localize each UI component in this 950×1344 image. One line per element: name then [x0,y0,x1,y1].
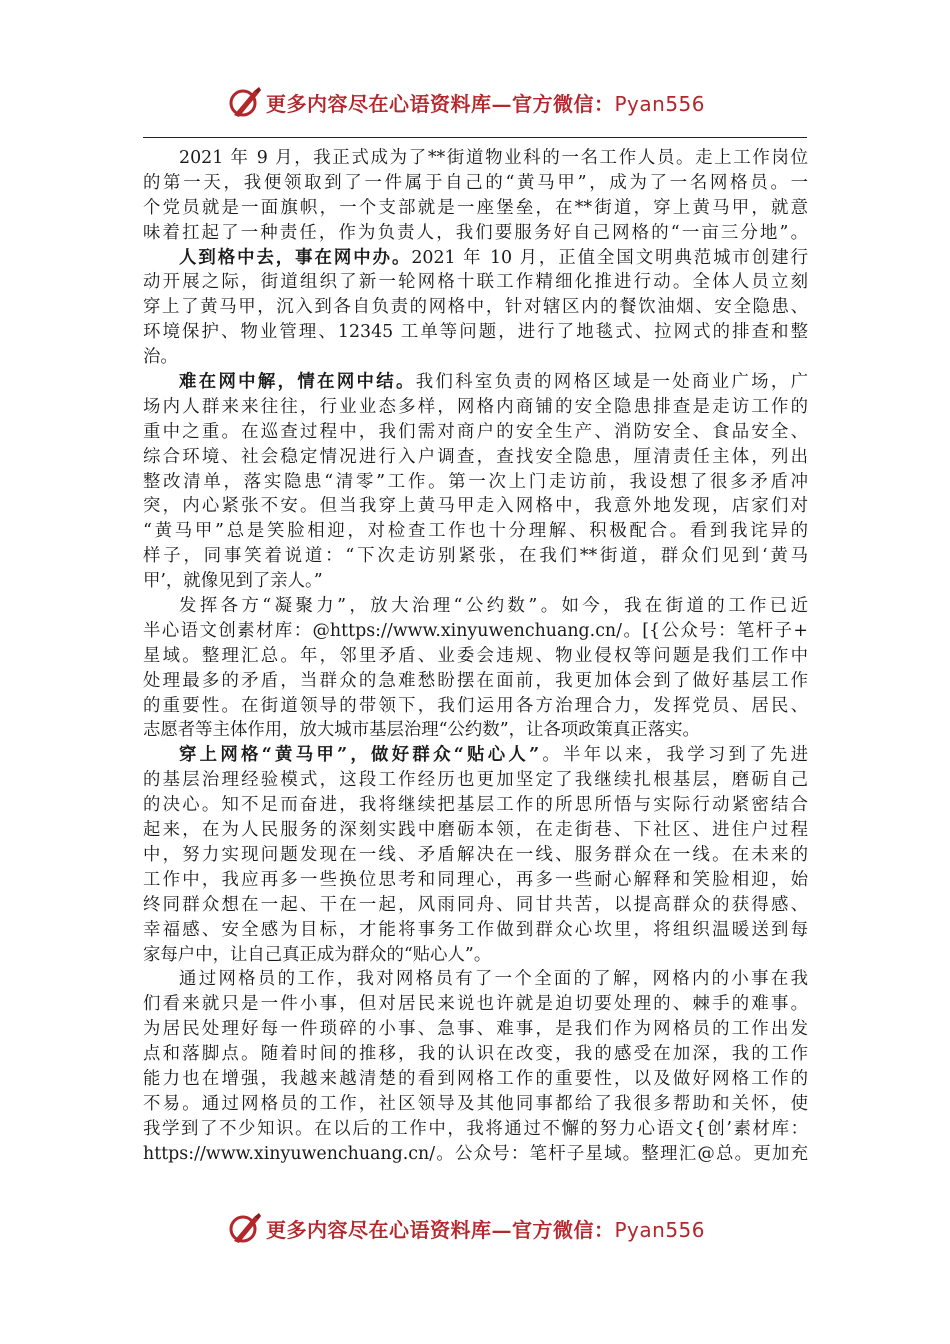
header-divider [143,137,807,138]
text-line: 我学到了不少知识。在以后的工作中，我将通过不懈的努力心语文{创’素材库： [143,1118,808,1139]
text-line: 场内人群来来往往，行业业态多样，网格内商铺的安全隐患排查是走访工作的 [143,396,808,417]
text-line: 环境保护、物业管理、12345 工单等问题，进行了地毯式、拉网式的排查和整 [143,322,808,343]
text-line: 中，努力实现问题发现在一线、矛盾解决在一线、服务群众在一线。在未来的 [143,844,808,865]
text-line: 星域。整理汇总。年，邻里矛盾、业委会违规、物业侵权等问题是我们工作中 [143,645,808,666]
text-line: 幸福感、安全感为目标，才能将事务工作做到群众心坎里，将组织温暖送到每 [143,919,808,940]
header-banner-text: 更多内容尽在心语资料库—官方微信：Pyan556 [266,91,706,116]
text-line: 起来，在为人民服务的深刻实践中磨砺本领，在走街巷、下社区、进住户过程 [143,820,808,841]
text-line: 工作中，我应再多一些换位思考和同理心，再多一些耐心解释和笑脸相迎，始 [143,869,808,890]
text-line: 动开展之际，街道组织了新一轮网格十联工作精细化推进行动。全体人员立刻 [143,272,808,293]
text-line: 家每户中，让自己真正成为群众的“贴心人”。 [143,944,492,965]
text-line: 处理最多的矛盾，当群众的急难愁盼摆在面前，我更加体会到了做好基层工作 [143,670,808,691]
section-heading: 穿上网格“黄马甲”，做好群众“贴心人” [179,745,540,766]
pen-logo-icon [228,85,262,119]
text-line: 人到格中去，事在网中办。2021 年 10 月，正值全国文明典范城市创建行 [179,247,808,268]
text-line: 样子，同事笑着说道：“下次走访别紧张，在我们**街道，群众们见到‘黄马 [143,546,808,567]
text-line: 味着扛起了一种责任，作为负责人，我们要服务好自己网格的“一亩三分地”。 [143,222,808,243]
section-heading: 难在网中解，情在网中结。 [179,372,416,393]
text-line: 志愿者等主体作用，放大城市基层治理“公约数”，让各项政策真正落实。 [143,720,700,741]
text-line: 终同群众想在一起、干在一起，风雨同舟、同甘共苦，以提高群众的获得感、 [143,894,808,915]
text-line: 发挥各方“凝聚力”，放大治理“公约数”。如今，我在街道的工作已近 [179,596,808,617]
text-line: 的第一天，我便领取到了一件属于自己的“黄马甲”，成为了一名网格员。一 [143,172,808,193]
text-line: 的重要性。在街道领导的带领下，我们运用各方治理合力，发挥党员、居民、 [143,695,808,716]
text-line: 穿上网格“黄马甲”，做好群众“贴心人”。半年以来，我学习到了先进 [179,745,808,766]
section-heading: 人到格中去，事在网中办。 [179,247,412,268]
text-line: 治。 [143,347,178,368]
text-line: 能力也在增强，我越来越清楚的看到网格工作的重要性，以及做好网格工作的 [143,1068,808,1089]
text-line: 穿上了黄马甲，沉入到各自负责的网格中，针对辖区内的餐饮油烟、安全隐患、 [143,297,808,318]
text-line: 为居民处理好每一件琐碎的小事、急事、难事，是我们作为网格员的工作出发 [143,1019,808,1040]
text-line: 通过网格员的工作，我对网格员有了一个全面的了解，网格内的小事在我 [179,969,808,990]
text-line: 综合环境、社会稳定情况进行入户调查，查找安全隐患，厘清责任主体，列出 [143,446,808,467]
text-line: “黄马甲”总是笑脸相迎，对检查工作也十分理解、积极配合。看到我诧异的 [143,521,808,542]
text-line: 整改清单，落实隐患“清零”工作。第一次上门走访前，我设想了很多矛盾冲 [143,471,808,492]
text-line: 个党员就是一面旗帜，一个支部就是一座堡垒，在**街道，穿上黄马甲，就意 [143,197,808,218]
footer-banner [228,1209,748,1247]
text-line: 点和落脚点。随着时间的推移，我的认识在改变，我的感受在加深，我的工作 [143,1044,808,1065]
footer-banner-text: 更多内容尽在心语资料库—官方微信：Pyan556 [266,1217,706,1242]
text-line: 半心语文创素材库：@https://www.xinyuwenchuang.cn/。[{公众号：笔杆子+ [143,620,808,641]
text-line: 的基层治理经验模式，这段工作经历也更加坚定了我继续扎根基层，磨砺自己 [143,770,808,791]
text-line: 重中之重。在巡查过程中，我们需对商户的安全生产、消防安全、食品安全、 [143,421,808,442]
text-line: 甲’，就像见到了亲人。” [143,571,323,592]
text-line: 们看来就只是一件小事，但对居民来说也许就是迫切要处理的、棘手的难事。 [143,994,808,1015]
text-line: https://www.xinyuwenchuang.cn/。公众号：笔杆子星域。整理汇@总。更加充 [143,1143,808,1164]
text-line: 的决心。知不足而奋进，我将继续把基层工作的所思所悟与实际行动紧密结合 [143,795,808,816]
header-banner [228,83,748,121]
pen-logo-icon [228,1211,262,1245]
document-body [143,146,808,1167]
text-line: 难在网中解，情在网中结。我们科室负责的网格区域是一处商业广场，广 [179,372,808,393]
text-line: 不易。通过网格员的工作，社区领导及其他同事都给了我很多帮助和关怀，使 [143,1093,808,1114]
text-line: 2021 年 9 月，我正式成为了**街道物业科的一名工作人员。走上工作岗位 [179,148,808,168]
text-line: 突，内心紧张不安。但当我穿上黄马甲走入网格中，我意外地发现，店家们对 [143,496,808,517]
